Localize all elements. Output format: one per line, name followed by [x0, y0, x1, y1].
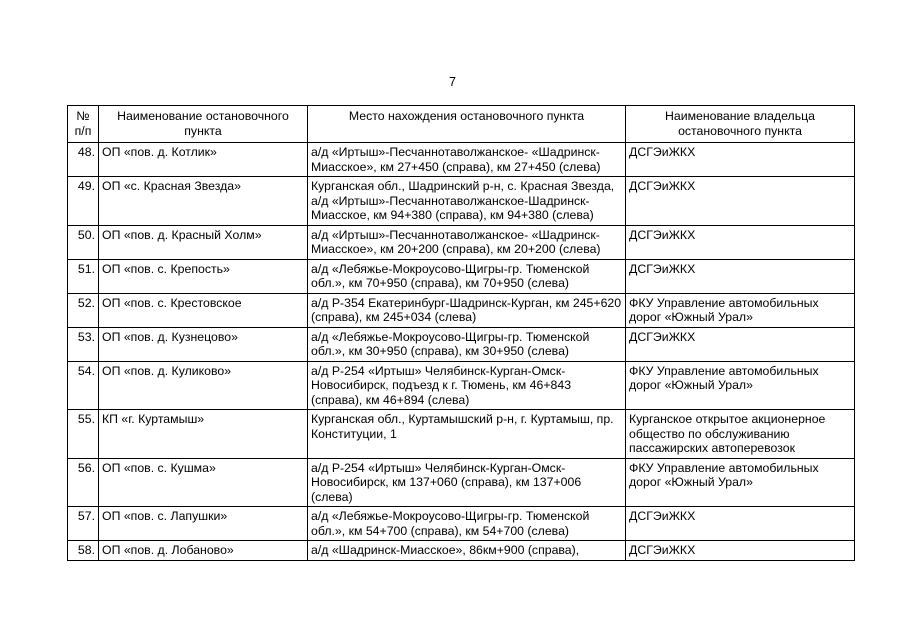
cell-num: 58. — [68, 541, 99, 561]
table-row — [68, 327, 855, 361]
cell-owner: ДСГЭиЖКХ — [626, 541, 855, 561]
cell-location: а/д «Иртыш»-Песчаннотаволжанское- «Шадринск-Миасское», км 20+200 (справа), км 20+200 (слева) — [308, 225, 626, 259]
table-body — [68, 143, 855, 561]
cell-location: а/д «Шадринск-Миасское», 86км+900 (справа), — [308, 541, 626, 561]
cell-stop-name: ОП «пов. д. Лобаново» — [99, 541, 308, 561]
header-location: Место нахождения остановочного пункта — [308, 106, 626, 143]
cell-stop-name: ОП «пов. с. Лапушки» — [99, 507, 308, 541]
cell-owner: ФКУ Управление автомобильных дорог «Южный Урал» — [626, 361, 855, 410]
table-row — [68, 541, 855, 561]
cell-stop-name: ОП «пов. д. Красный Холм» — [99, 225, 308, 259]
cell-stop-name: ОП «пов. д. Кузнецово» — [99, 327, 308, 361]
table-row — [68, 293, 855, 327]
cell-owner: ФКУ Управление автомобильных дорог «Южный Урал» — [626, 293, 855, 327]
cell-stop-name: ОП «пов. д. Куликово» — [99, 361, 308, 410]
cell-owner: ДСГЭиЖКХ — [626, 259, 855, 293]
bus-stops-table — [67, 105, 855, 561]
cell-stop-name: ОП «пов. с. Крепость» — [99, 259, 308, 293]
cell-owner: ДСГЭиЖКХ — [626, 143, 855, 177]
cell-owner: ДСГЭиЖКХ — [626, 177, 855, 226]
cell-num: 57. — [68, 507, 99, 541]
cell-owner: ДСГЭиЖКХ — [626, 507, 855, 541]
cell-num: 53. — [68, 327, 99, 361]
table-row — [68, 259, 855, 293]
table-row — [68, 143, 855, 177]
cell-location: а/д «Лебяжье-Мокроусово-Щигры-гр. Тюменской обл.», км 70+950 (справа), км 70+950 (слева) — [308, 259, 626, 293]
cell-stop-name: КП «г. Куртамыш» — [99, 410, 308, 459]
cell-location: а/д Р-254 «Иртыш» Челябинск-Курган-Омск-Новосибирск, подъезд к г. Тюмень, км 46+843 (справа), км 46+894 (слева) — [308, 361, 626, 410]
cell-num: 48. — [68, 143, 99, 177]
table-header — [68, 106, 855, 143]
cell-location: а/д «Иртыш»-Песчаннотаволжанское- «Шадринск-Миасское», км 27+450 (справа), км 27+450 (слева) — [308, 143, 626, 177]
header-owner: Наименование владельца остановочного пункта — [626, 106, 855, 143]
cell-location: Курганская обл., Шадринский р-н, с. Красная Звезда, а/д «Иртыш»-Песчаннотаволжанское-Шадринск-Миасское, км 94+380 (справа), км 94+380 (слева) — [308, 177, 626, 226]
cell-num: 49. — [68, 177, 99, 226]
cell-owner: ДСГЭиЖКХ — [626, 327, 855, 361]
cell-num: 56. — [68, 458, 99, 507]
cell-stop-name: ОП «пов. с. Крестовское — [99, 293, 308, 327]
cell-stop-name: ОП «с. Красная Звезда» — [99, 177, 308, 226]
cell-num: 54. — [68, 361, 99, 410]
cell-num: 51. — [68, 259, 99, 293]
cell-location: а/д «Лебяжье-Мокроусово-Щигры-гр. Тюменской обл.», км 30+950 (справа), км 30+950 (слева) — [308, 327, 626, 361]
cell-location: а/д Р-354 Екатеринбург-Шадринск-Курган, км 245+620 (справа), км 245+034 (слева) — [308, 293, 626, 327]
table-row — [68, 361, 855, 410]
cell-num: 55. — [68, 410, 99, 459]
page-number: 7 — [449, 75, 456, 89]
cell-owner: Курганское открытое акционерное общество по обслуживанию пассажирских автоперевозок — [626, 410, 855, 459]
header-num: № п/п — [68, 106, 99, 143]
header-row — [68, 106, 855, 143]
cell-stop-name: ОП «пов. д. Котлик» — [99, 143, 308, 177]
table-row — [68, 225, 855, 259]
cell-location: а/д Р-254 «Иртыш» Челябинск-Курган-Омск-Новосибирск, км 137+060 (справа), км 137+006 (слева) — [308, 458, 626, 507]
cell-stop-name: ОП «пов. с. Кушма» — [99, 458, 308, 507]
table-row — [68, 410, 855, 459]
table-row — [68, 177, 855, 226]
cell-owner: ДСГЭиЖКХ — [626, 225, 855, 259]
cell-owner: ФКУ Управление автомобильных дорог «Южный Урал» — [626, 458, 855, 507]
cell-location: Курганская обл., Куртамышский р-н, г. Куртамыш, пр. Конституции, 1 — [308, 410, 626, 459]
cell-location: а/д «Лебяжье-Мокроусово-Щигры-гр. Тюменской обл.», км 54+700 (справа), км 54+700 (слева) — [308, 507, 626, 541]
cell-num: 52. — [68, 293, 99, 327]
cell-num: 50. — [68, 225, 99, 259]
table-row — [68, 458, 855, 507]
table-row — [68, 507, 855, 541]
header-name: Наименование остановочного пункта — [99, 106, 308, 143]
